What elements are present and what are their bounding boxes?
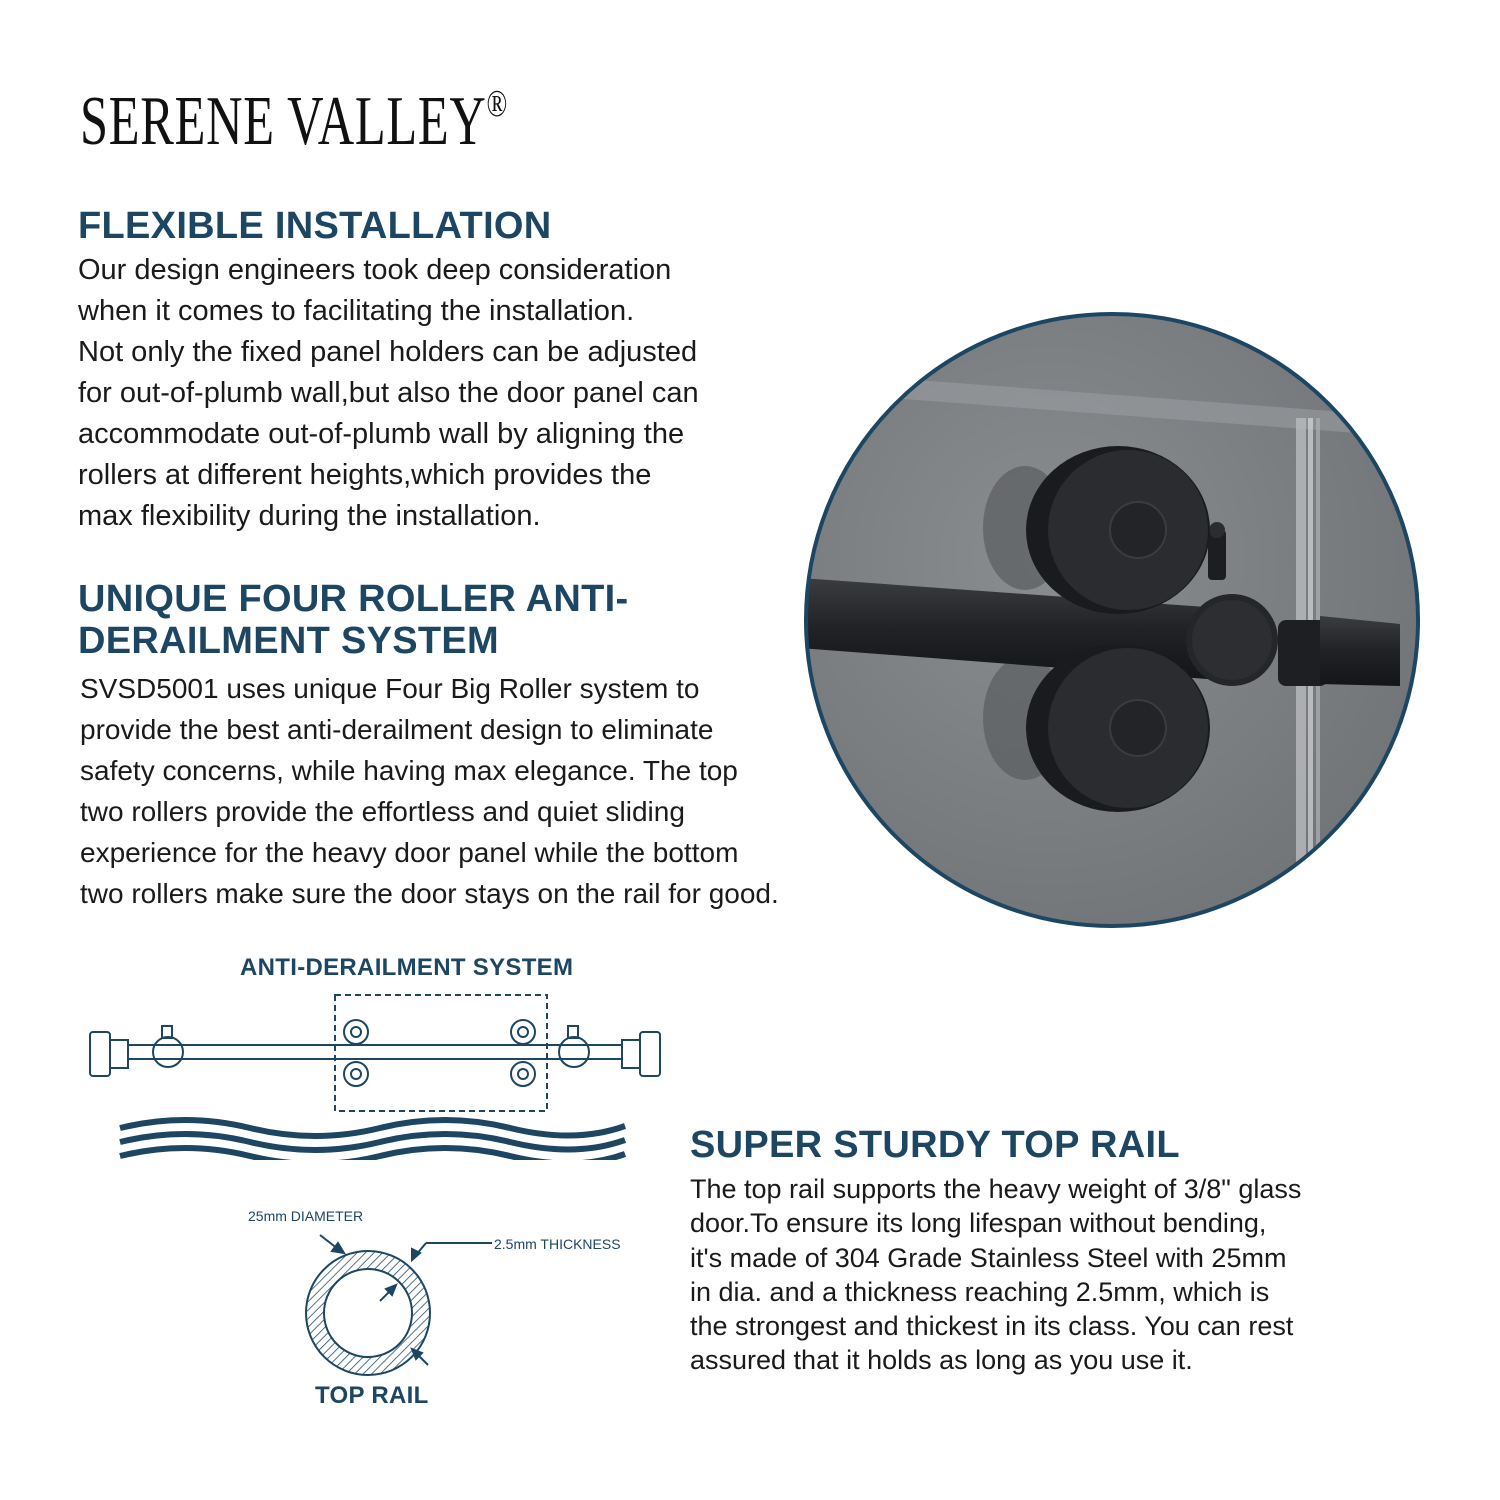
text-line: the strongest and thickest in its class. You can rest <box>690 1311 1294 1342</box>
text-line: SVSD5001 uses unique Four Big Roller system to <box>80 673 700 704</box>
text-line: two rollers provide the effortless and quiet sliding <box>80 796 685 827</box>
sturdy-rail-heading: SUPER STURDY TOP RAIL <box>690 1124 1180 1166</box>
text-line: door.To ensure its long lifespan without bending, <box>690 1208 1267 1239</box>
flexible-installation-text <box>78 250 838 537</box>
registered-mark: ® <box>486 83 509 125</box>
sturdy-rail-text <box>690 1172 1480 1378</box>
diameter-label: 25mm DIAMETER <box>248 1208 364 1224</box>
text-line: for out-of-plumb wall,but also the door panel can <box>78 377 699 409</box>
text-line: safety concerns, while having max elegance. The top <box>80 755 738 786</box>
thickness-label: 2.5mm THICKNESS <box>494 1236 621 1252</box>
brand-name: SERENE VALLEY <box>80 83 487 160</box>
text-line: Not only the fixed panel holders can be adjusted <box>78 336 698 368</box>
text-line: accommodate out-of-plumb wall by aligning the <box>78 418 685 450</box>
anti-derailment-diagram <box>80 990 670 1160</box>
text-line: in dia. and a thickness reaching 2.5mm, which is <box>690 1276 1270 1307</box>
text-line: The top rail supports the heavy weight of 3/8" glass <box>690 1174 1302 1204</box>
brand-logo <box>80 82 508 162</box>
unique-roller-text <box>80 668 880 914</box>
heading-line: DERAILMENT SYSTEM <box>78 620 500 662</box>
text-line: rollers at different heights,which provides the <box>78 459 652 491</box>
text-line: provide the best anti-derailment design to eliminate <box>80 714 714 745</box>
unique-roller-heading <box>78 578 628 662</box>
roller-closeup-photo <box>800 308 1424 932</box>
top-rail-cross-section <box>240 1225 500 1395</box>
text-line: Our design engineers took deep consideration <box>78 254 672 286</box>
text-line: when it comes to facilitating the installation. <box>78 295 635 327</box>
anti-derailment-title: ANTI-DERAILMENT SYSTEM <box>240 954 574 981</box>
text-line: max flexibility during the installation. <box>78 500 541 532</box>
text-line: assured that it holds as long as you use it. <box>690 1345 1193 1376</box>
text-line: it's made of 304 Grade Stainless Steel with 25mm <box>690 1242 1287 1273</box>
flexible-installation-heading: FLEXIBLE INSTALLATION <box>78 205 552 247</box>
text-line: two rollers make sure the door stays on the rail for good. <box>80 878 779 909</box>
heading-line: UNIQUE FOUR ROLLER ANTI- <box>78 578 629 620</box>
top-rail-label: TOP RAIL <box>315 1382 429 1409</box>
text-line: experience for the heavy door panel while the bottom <box>80 837 739 868</box>
